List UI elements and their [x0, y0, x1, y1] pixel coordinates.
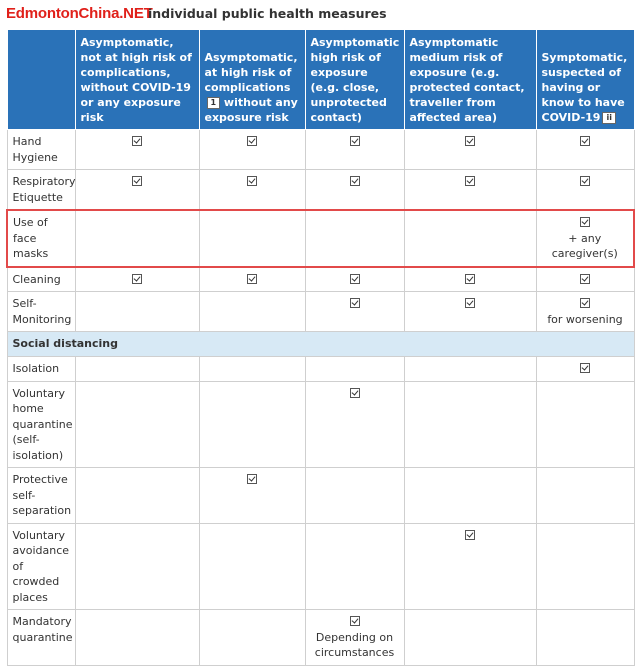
table-cell	[75, 610, 199, 666]
table-row	[7, 357, 634, 382]
row-label: Isolation	[7, 357, 75, 382]
table-cell	[75, 381, 199, 468]
footnote-marker[interactable]: 1	[207, 97, 221, 109]
checkbox-checked-icon	[132, 176, 142, 186]
row-label: Respiratory Etiquette	[7, 170, 75, 211]
watermark-logo: EdmontonChina.NET	[6, 5, 153, 22]
checkbox-checked-icon	[132, 274, 142, 284]
table-cell	[75, 210, 199, 267]
section-title: Social distancing	[7, 332, 634, 357]
table-row	[7, 381, 634, 468]
table-cell	[536, 468, 634, 524]
table-cell	[536, 130, 634, 170]
table-cell	[305, 357, 404, 382]
table-caption	[0, 0, 640, 30]
checkbox-checked-icon	[580, 176, 590, 186]
checkbox-checked-icon	[465, 274, 475, 284]
table-cell	[199, 170, 305, 211]
table-cell	[404, 468, 536, 524]
table-cell	[536, 610, 634, 666]
column-header	[536, 30, 634, 130]
table-cell	[404, 610, 536, 666]
checkbox-checked-icon	[580, 363, 590, 373]
table-cell	[75, 357, 199, 382]
table-cell	[75, 468, 199, 524]
column-header	[7, 30, 75, 130]
checkbox-checked-icon	[350, 274, 360, 284]
checkbox-checked-icon	[350, 176, 360, 186]
checkbox-checked-icon	[465, 136, 475, 146]
cell-note: for worsening	[547, 312, 623, 326]
checkbox-checked-icon	[350, 388, 360, 398]
checkbox-checked-icon	[465, 530, 475, 540]
cell-note: Depending on circumstances	[314, 630, 395, 659]
table-cell	[404, 267, 536, 292]
column-header	[305, 30, 404, 130]
checkbox-checked-icon	[580, 136, 590, 146]
table-row	[7, 610, 634, 666]
table-cell	[536, 292, 634, 332]
table-cell	[404, 381, 536, 468]
table-cell	[199, 610, 305, 666]
column-header-text-continued: without any exposure risk	[204, 96, 298, 124]
row-label: Mandatory quarantine	[7, 610, 75, 666]
checkbox-checked-icon	[350, 136, 360, 146]
checkbox-checked-icon	[580, 274, 590, 284]
table-cell	[536, 267, 634, 292]
column-header-text: Asymptomatic high risk of exposure (e.g. close, unprotected contact)	[310, 36, 400, 124]
table-cell	[305, 210, 404, 267]
row-label: Voluntary home quarantine (self-isolation)	[7, 381, 75, 468]
table-cell	[536, 170, 634, 211]
table-cell	[536, 357, 634, 382]
table-cell	[404, 170, 536, 211]
table-cell	[305, 170, 404, 211]
checkbox-checked-icon	[580, 217, 590, 227]
table-cell	[199, 468, 305, 524]
column-header-text: Asymptomatic, at high risk of complications	[204, 51, 298, 94]
table-cell	[404, 210, 536, 267]
checkbox-checked-icon	[247, 136, 257, 146]
footnote-marker[interactable]: ii	[602, 112, 615, 124]
checkbox-checked-icon	[465, 298, 475, 308]
checkbox-checked-icon	[132, 136, 142, 146]
column-header	[404, 30, 536, 130]
checkbox-checked-icon	[580, 298, 590, 308]
table-cell	[536, 523, 634, 610]
table-cell	[404, 130, 536, 170]
table-cell	[305, 468, 404, 524]
table-cell	[199, 523, 305, 610]
checkbox-checked-icon	[247, 176, 257, 186]
table-cell	[536, 381, 634, 468]
table-cell	[199, 130, 305, 170]
checkbox-checked-icon	[247, 474, 257, 484]
checkbox-checked-icon	[465, 176, 475, 186]
table-row	[7, 523, 634, 610]
table-cell	[75, 170, 199, 211]
table-cell	[305, 130, 404, 170]
table-cell	[199, 381, 305, 468]
table-cell	[199, 357, 305, 382]
table-cell	[305, 610, 404, 666]
checkbox-checked-icon	[350, 298, 360, 308]
table-row	[7, 267, 634, 292]
header-row	[7, 30, 634, 130]
table-cell	[305, 292, 404, 332]
column-header-text: Symptomatic, suspected of having or know to have COVID-19	[541, 51, 628, 124]
checkbox-checked-icon	[247, 274, 257, 284]
public-health-measures-table	[6, 29, 635, 666]
column-header-text: Asymptomatic medium risk of exposure (e.g. protected contact, traveller from affected area)	[409, 36, 525, 124]
table-cell	[75, 523, 199, 610]
section-row	[7, 332, 634, 357]
column-header	[199, 30, 305, 130]
table-cell	[75, 292, 199, 332]
table-cell	[404, 357, 536, 382]
table-body	[7, 130, 634, 666]
table-cell	[305, 523, 404, 610]
table-row	[7, 468, 634, 524]
table-cell	[75, 130, 199, 170]
row-label: Self-Monitoring	[7, 292, 75, 332]
table-cell	[199, 267, 305, 292]
table-cell	[199, 292, 305, 332]
table-cell	[404, 523, 536, 610]
row-label: Hand Hygiene	[7, 130, 75, 170]
row-label: Use of face masks	[7, 210, 75, 267]
table-cell	[305, 381, 404, 468]
table-cell	[404, 292, 536, 332]
row-label: Cleaning	[7, 267, 75, 292]
table-cell	[305, 267, 404, 292]
table-cell	[536, 210, 634, 267]
table-row	[7, 210, 634, 267]
table-row	[7, 292, 634, 332]
table-cell	[199, 210, 305, 267]
cell-note: + any caregiver(s)	[551, 231, 618, 260]
row-label: Voluntary avoidance of crowded places	[7, 523, 75, 610]
column-header-text: Asymptomatic, not at high risk of complications, without COVID-19 or any exposure risk	[80, 36, 192, 124]
table-cell	[75, 267, 199, 292]
table-row	[7, 170, 634, 211]
row-label: Protective self-separation	[7, 468, 75, 524]
column-header	[75, 30, 199, 130]
caption-text: individual public health measures	[148, 6, 387, 21]
checkbox-checked-icon	[350, 616, 360, 626]
table-row	[7, 130, 634, 170]
